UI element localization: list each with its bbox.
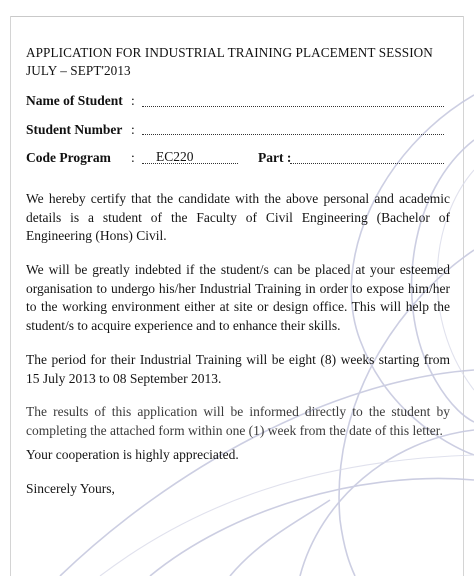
- certify-paragraph: We hereby certify that the candidate with the above personal and academic details is a student of the Faculty of Civil Engineering (Bachelor of Engineering (Hons) Civil.: [26, 191, 450, 244]
- student-number-field[interactable]: [142, 132, 444, 135]
- code-colon: :: [131, 150, 135, 165]
- name-of-student-label: Name of Student: [26, 93, 123, 108]
- name-colon: :: [131, 93, 135, 108]
- number-colon: :: [131, 122, 135, 137]
- page-title: APPLICATION FOR INDUSTRIAL TRAINING PLACEMENT SESSION JULY – SEPT'2013: [26, 45, 433, 78]
- student-number-label: Student Number: [26, 122, 123, 137]
- part-field[interactable]: [290, 161, 444, 164]
- indebted-paragraph: We will be greatly indebted if the student/s can be placed at your esteemed organisation to undergo his/her Industrial Training in order to expose him/her to the working environment either at site or design office. This will help the student/s to acquire experience and to enhance their skills.: [26, 262, 450, 333]
- code-program-label: Code Program: [26, 150, 111, 165]
- code-program-value: EC220: [156, 149, 194, 164]
- results-paragraph: The results of this application will be informed directly to the student by completing the attached form within one (1) week from the date of this letter.: [26, 404, 450, 438]
- name-of-student-field[interactable]: [142, 104, 444, 107]
- period-paragraph: The period for their Industrial Training will be eight (8) weeks starting from 15 July 2013 to 08 September 2013.: [26, 352, 450, 386]
- closing-line: Sincerely Yours,: [26, 481, 115, 496]
- cooperation-paragraph: Your cooperation is highly appreciated.: [26, 447, 239, 462]
- part-label: Part :: [258, 150, 292, 165]
